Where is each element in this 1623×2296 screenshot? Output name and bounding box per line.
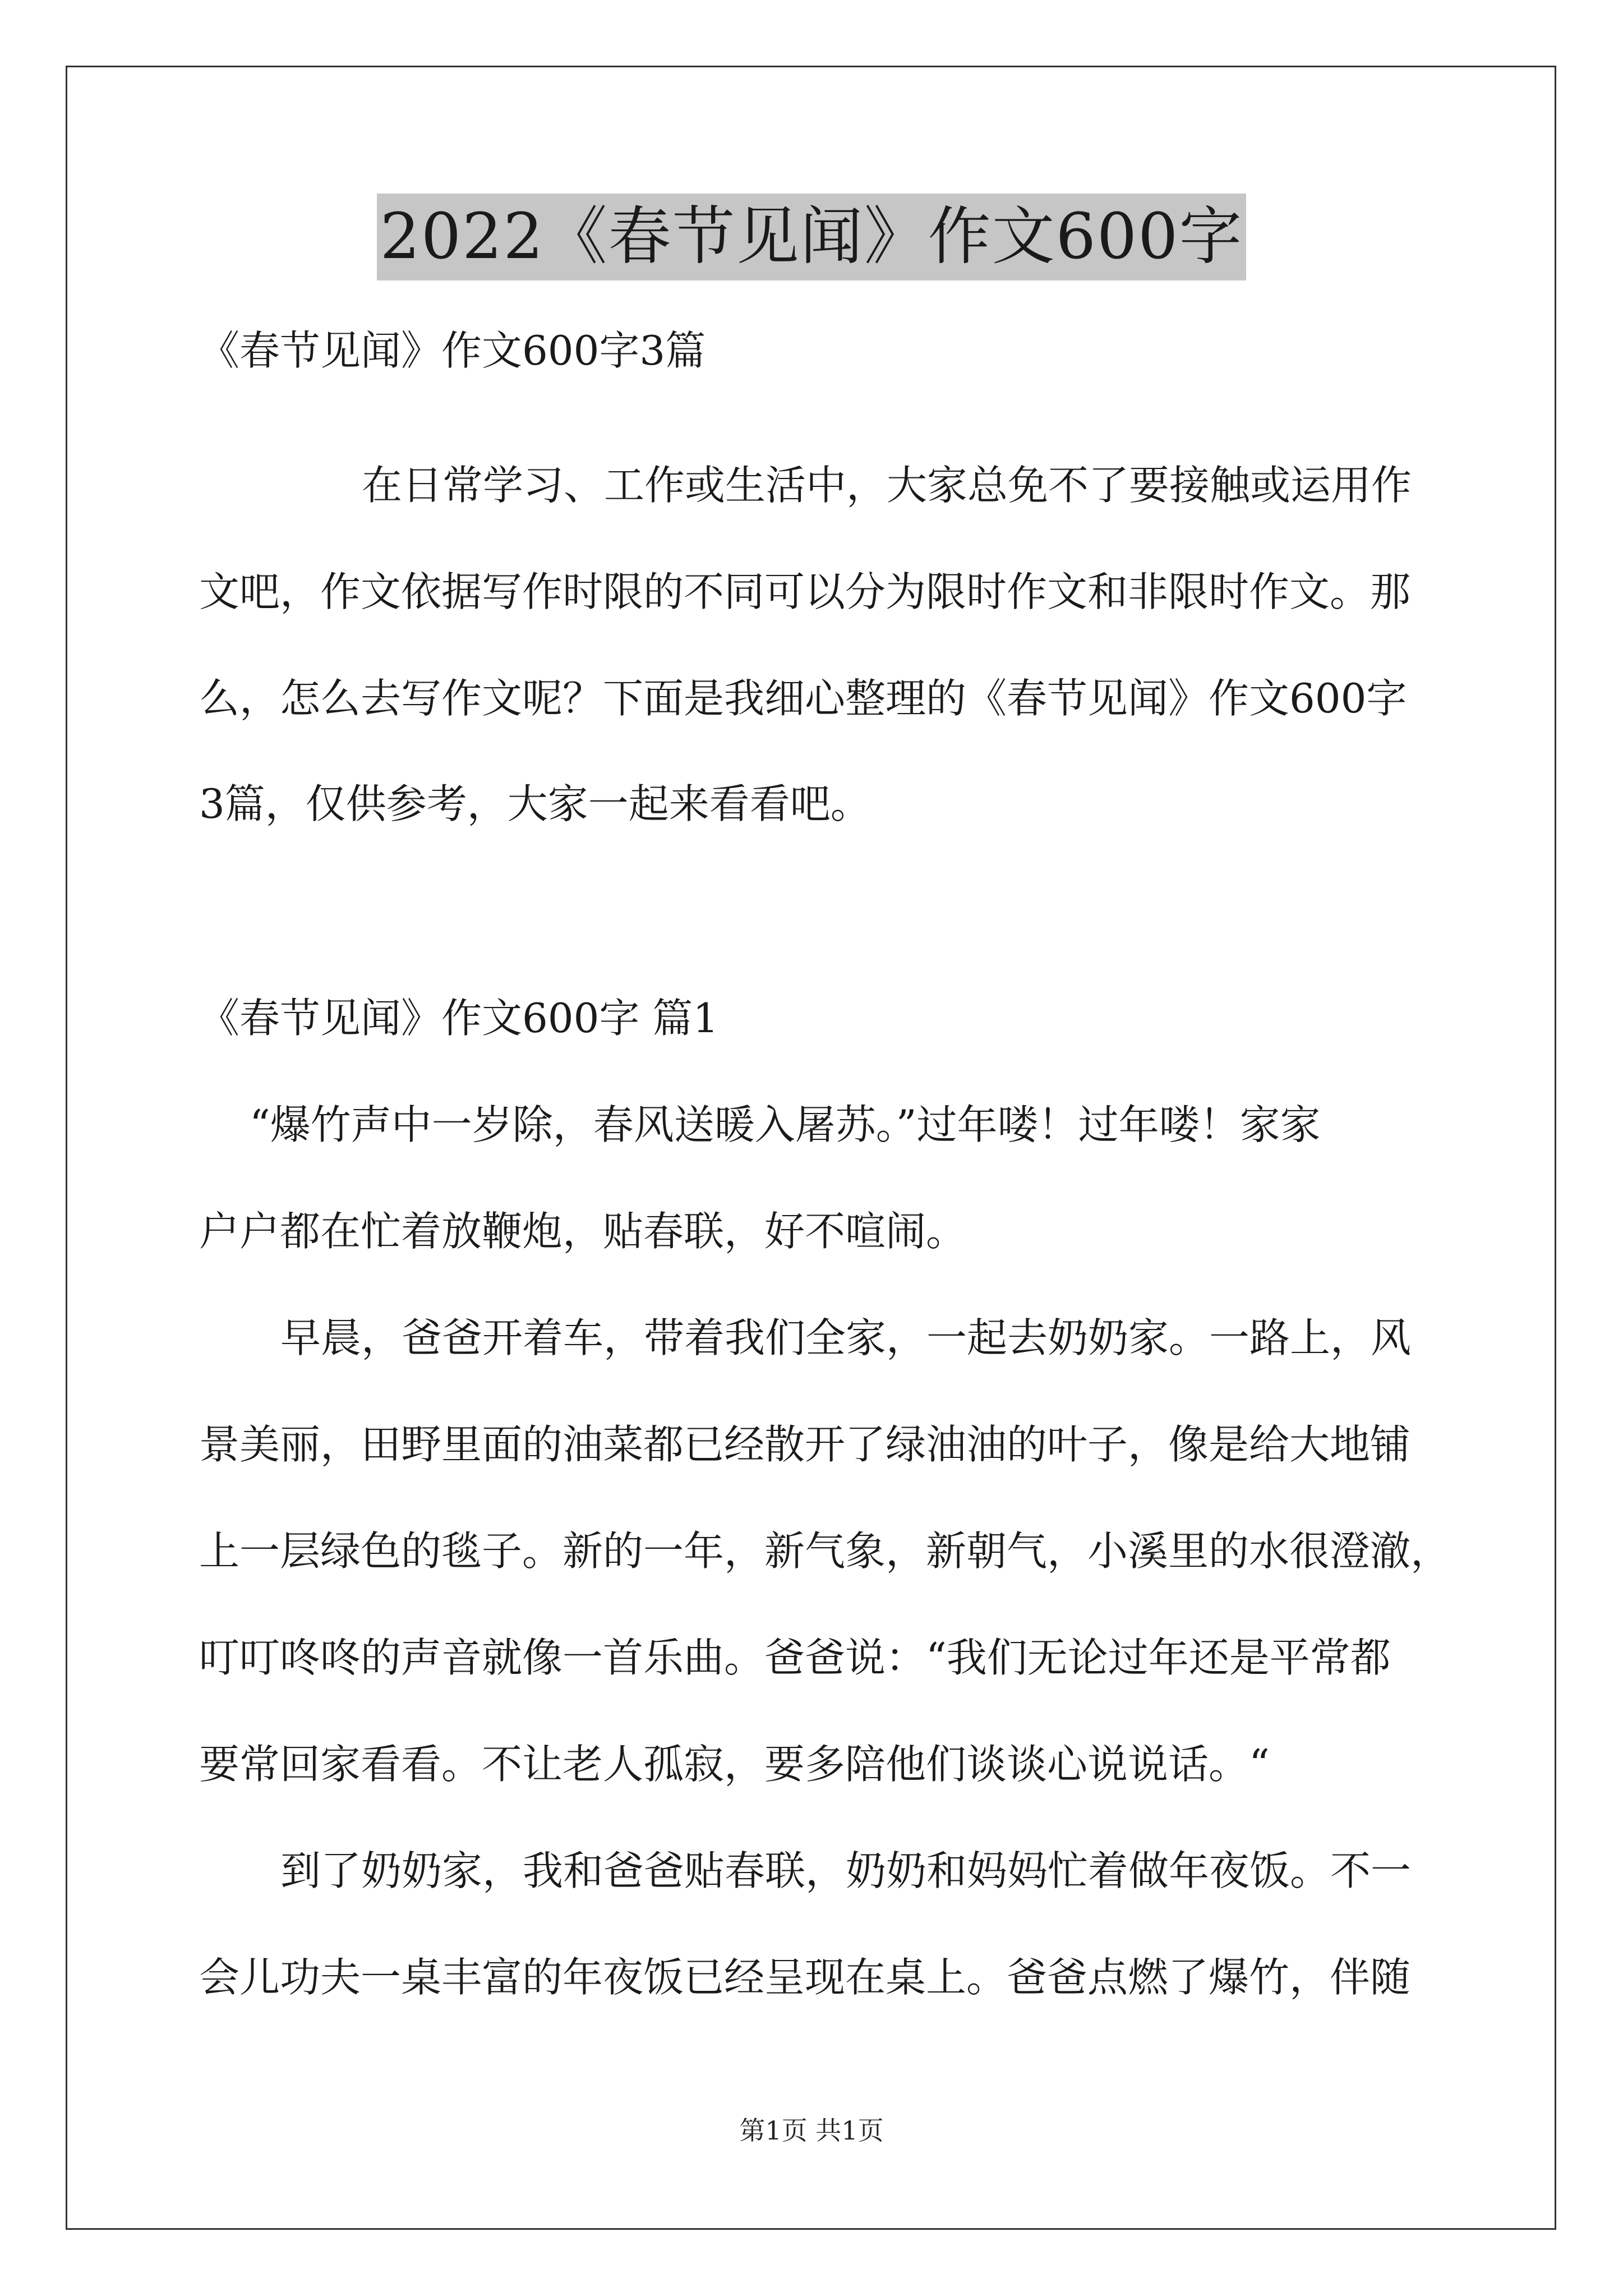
intro-line-1: 在日常学习、工作或生活中，大家总免不了要接触或运用作 <box>362 462 1412 509</box>
body-line-8: 到了奶奶家，我和爸爸贴春联，奶奶和妈妈忙着做年夜饭。不一 <box>280 1847 1412 1894</box>
body-line-1: “爆竹声中一岁除，春风送暖入屠苏。”过年喽！过年喽！家家 <box>250 1101 1321 1148</box>
body-line-9: 会儿功夫一桌丰富的年夜饭已经呈现在桌上。爸爸点燃了爆竹，伴随 <box>199 1954 1411 2001</box>
body-line-4: 景美丽，田野里面的油菜都已经散开了绿油油的叶子，像是给大地铺 <box>199 1421 1411 1468</box>
title-wrap <box>0 194 1623 280</box>
body-line-6: 叮叮咚咚的声音就像一首乐曲。爸爸说：“我们无论过年还是平常都 <box>199 1634 1391 1681</box>
document-title: 2022《春节见闻》作文600字 <box>377 194 1247 280</box>
intro-line-2: 文吧，作文依据写作时限的不同可以分为限时作文和非限时作文。那 <box>199 568 1411 615</box>
body-line-3: 早晨，爸爸开着车，带着我们全家，一起去奶奶家。一路上，风 <box>280 1314 1412 1361</box>
intro-line-3: 么，怎么去写作文呢？下面是我细心整理的《春节见闻》作文600字 <box>199 675 1407 722</box>
body-line-2: 户户都在忙着放鞭炮，贴春联，好不喧闹。 <box>199 1208 967 1255</box>
body-line-7: 要常回家看看。不让老人孤寂，要多陪他们谈谈心说说话。“ <box>199 1741 1270 1788</box>
intro-line-4: 3篇，仅供参考，大家一起来看看吧。 <box>199 780 871 827</box>
page-footer: 第1页 共1页 <box>739 2115 884 2146</box>
document-subtitle: 《春节见闻》作文600字3篇 <box>199 327 706 374</box>
body-line-5: 上一层绿色的毯子。新的一年，新气象，新朝气，小溪里的水很澄澈， <box>199 1527 1451 1575</box>
section-heading: 《春节见闻》作文600字 篇1 <box>199 995 719 1042</box>
